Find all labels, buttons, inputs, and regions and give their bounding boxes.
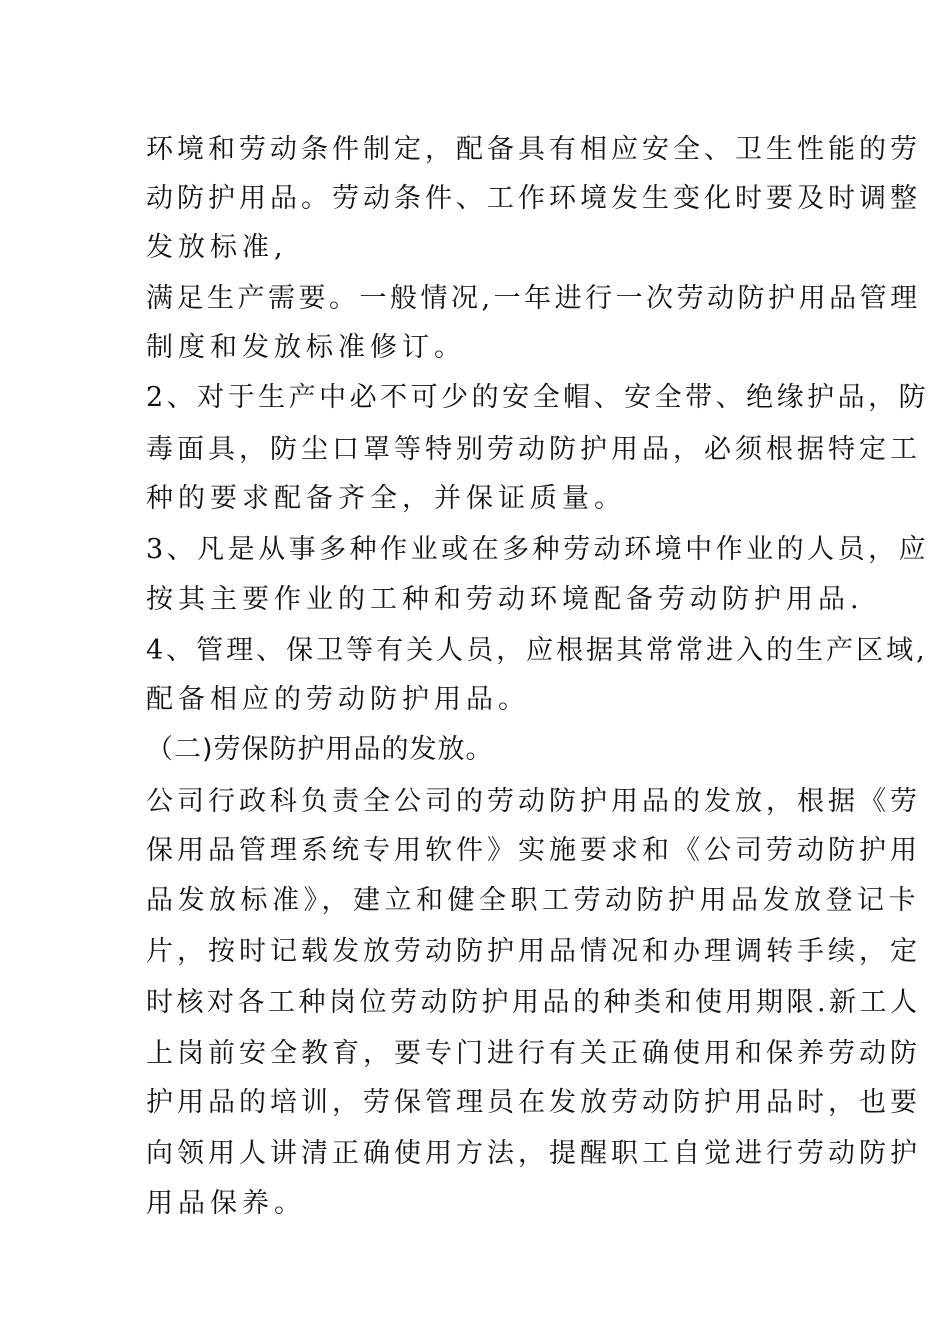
section-heading: （二)劳保防护用品的发放。 <box>146 734 494 765</box>
list-item-2-line: 2、对于生产中必不可少的安全帽、安全带、绝缘护品，防 <box>146 382 930 413</box>
text-line: 动防护用品。劳动条件、工作环境发生变化时要及时调整 <box>146 183 921 214</box>
list-item-3-line: 3、凡是从事多种作业或在多种劳动环境中作业的人员，应 <box>146 534 930 565</box>
text-line: 片，按时记载发放劳动防护用品情况和办理调转手续，定 <box>146 936 921 967</box>
text-line: 按其主要作业的工种和劳动环境配备劳动防护用品. <box>146 584 864 615</box>
text-line: 种的要求配备齐全，并保证质量。 <box>146 483 626 514</box>
text-line: 向领用人讲清正确使用方法，提醒职工自觉进行劳动防护 <box>146 1138 921 1169</box>
text-line: 发放标准, <box>146 232 288 263</box>
list-item-4-line: 4、管理、保卫等有关人员，应根据其常常进入的生产区域, <box>146 635 928 666</box>
text-line: 环境和劳动条件制定，配备具有相应安全、卫生性能的劳 <box>146 134 921 165</box>
text-line: 保用品管理系统专用软件》实施要求和《公司劳动防护用 <box>146 835 921 866</box>
text-line: 时核对各工种岗位劳动防护用品的种类和使用期限.新工人 <box>146 987 921 1018</box>
text-line: 用品保养。 <box>146 1188 306 1219</box>
text-line: 上岗前安全教育，要专门进行有关正确使用和保养劳动防 <box>146 1038 921 1069</box>
text-line: 公司行政科负责全公司的劳动防护用品的发放，根据《劳 <box>146 786 921 817</box>
text-line: 护用品的培训，劳保管理员在发放劳动防护用品时，也要 <box>146 1087 921 1118</box>
text-line: 满足生产需要。一般情况,一年进行一次劳动防护用品管理 <box>146 283 921 314</box>
text-line: 制度和发放标准修订。 <box>146 332 466 363</box>
text-line: 毒面具，防尘口罩等特别劳动防护用品，必须根据特定工 <box>146 434 921 465</box>
text-line: 配备相应的劳动防护用品。 <box>146 684 530 715</box>
text-line: 品发放标准》，建立和健全职工劳动防护用品发放登记卡 <box>146 885 920 916</box>
